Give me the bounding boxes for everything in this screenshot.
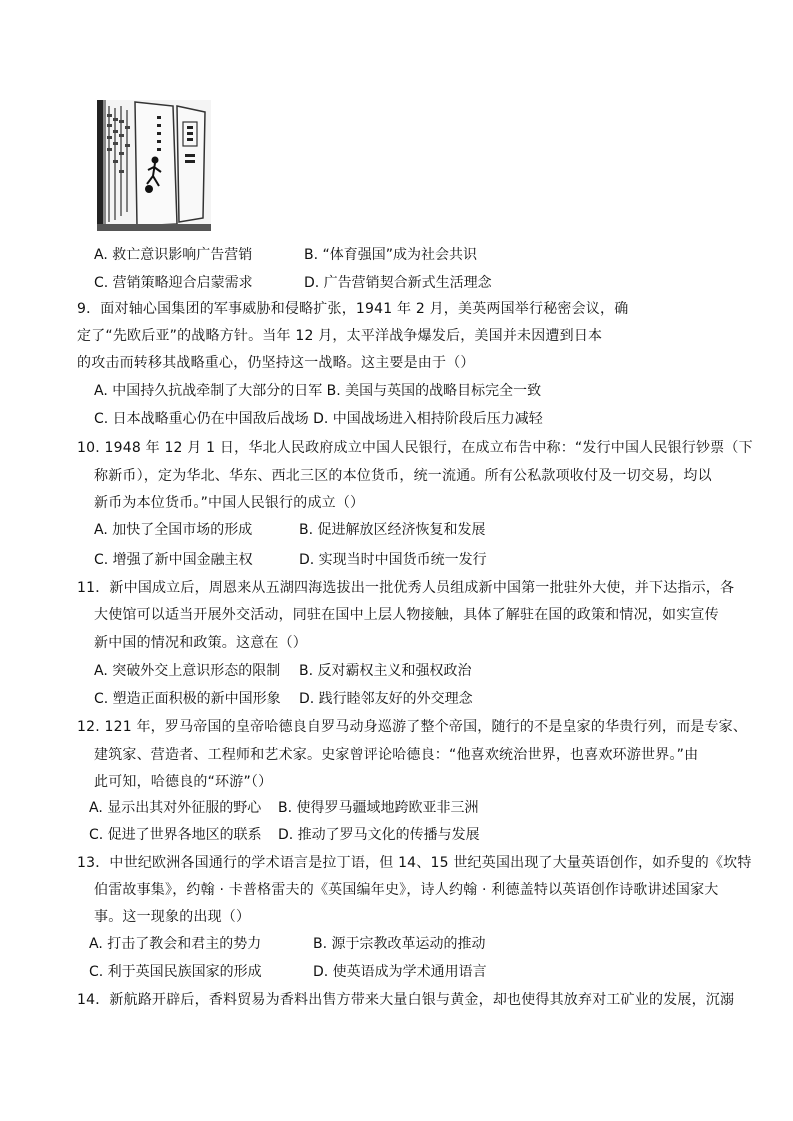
q9-stem-line1: 9．面对轴心国集团的军事威胁和侵略扩张，1941 年 2 月，美英两国举行秘密会议，确 — [77, 301, 629, 317]
q10-stem-line2: 称新币），定为华北、华东、西北三区的本位货币，统一流通。所有公私款项收付及一切交易，均以 — [94, 468, 712, 484]
q10-option-d: D. 实现当时中国货币统一发行 — [299, 552, 487, 568]
q8-option-c: C. 营销策略迎合启蒙需求 — [94, 275, 253, 291]
newspaper-ad-image — [97, 100, 211, 231]
q10-option-b: B. 促进解放区经济恢复和发展 — [299, 522, 486, 538]
q11-option-a: A. 突破外交上意识形态的限制 — [94, 663, 281, 679]
q12-stem-line1: 12. 121 年，罗马帝国的皇帝哈德良自罗马动身巡游了整个帝国，随行的不是皇家的华贵行列，而是专家、 — [77, 719, 748, 735]
q13-option-a: A. 打击了教会和君主的势力 — [89, 936, 262, 952]
q9-stem-line3: 的攻击而转移其战略重心，仍坚持这一战略。这主要是由于（） — [77, 355, 475, 371]
q12-option-c: C. 促进了世界各地区的联系 — [89, 827, 262, 843]
q11-stem-line3: 新中国的情况和政策。这意在（） — [94, 635, 307, 651]
q13-option-c: C. 利于英国民族国家的形成 — [89, 964, 262, 980]
q12-option-b: B. 使得罗马疆域地跨欧亚非三洲 — [278, 800, 479, 816]
q13-stem-line3: 事。这一现象的出现（） — [94, 909, 251, 925]
q8-option-a: A. 救亡意识影响广告营销 — [94, 247, 253, 263]
q11-option-c: C. 塑造正面积极的新中国形象 — [94, 691, 281, 707]
q10-option-c: C. 增强了新中国金融主权 — [94, 552, 253, 568]
q9-stem-line2: 定了“先欧后亚”的战略方针。当年 12 月，太平洋战争爆发后，美国并未因遭到日本 — [77, 328, 603, 344]
q11-stem-line2: 大使馆可以适当开展外交活动，同驻在国中上层人物接触，具体了解驻在国的政策和情况，如实宣传 — [94, 607, 719, 623]
q14-stem-line1: 14．新航路开辟后，香料贸易为香料出售方带来大量白银与黄金，却也使得其放弃对工矿业的发展，沉溺 — [77, 992, 735, 1008]
q9-options-ab: A. 中国持久抗战牵制了大部分的日军 B. 美国与英国的战略目标完全一致 — [94, 383, 542, 399]
q13-option-d: D. 使英语成为学术通用语言 — [313, 964, 487, 980]
q8-option-b: B. “体育强国”成为社会共识 — [304, 247, 478, 263]
q10-stem-line1: 10. 1948 年 12 月 1 日，华北人民政府成立中国人民银行，在成立布告中称：“发行中国人民银行钞票（下 — [77, 440, 753, 456]
q9-options-cd: C. 日本战略重心仍在中国敌后战场 D. 中国战场进入相持阶段后压力减轻 — [94, 411, 543, 427]
q11-option-b: B. 反对霸权主义和强权政治 — [299, 663, 472, 679]
q10-stem-line3: 新币为本位货币。”中国人民银行的成立（） — [94, 495, 365, 511]
q12-stem-line2: 建筑家、营造者、工程师和艺术家。史家曾评论哈德良：“他喜欢统治世界，也喜欢环游世界。”由 — [94, 747, 699, 763]
q12-option-a: A. 显示出其对外征服的野心 — [89, 800, 262, 816]
advertisement-photo — [97, 100, 211, 231]
q11-option-d: D. 践行睦邻友好的外交理念 — [299, 691, 473, 707]
q13-stem-line1: 13．中世纪欧洲各国通行的学术语言是拉丁语，但 14、15 世纪英国出现了大量英语创作，如乔叟的《坎特 — [77, 855, 752, 871]
q13-option-b: B. 源于宗教改革运动的推动 — [313, 936, 486, 952]
q8-option-d: D. 广告营销契合新式生活理念 — [304, 275, 492, 291]
q12-option-d: D. 推动了罗马文化的传播与发展 — [278, 827, 480, 843]
q13-stem-line2: 伯雷故事集》，约翰 · 卡普格雷夫的《英国编年史》，诗人约翰 · 利德盖特以英语创作诗歌讲述国家大 — [94, 882, 719, 898]
q10-option-a: A. 加快了全国市场的形成 — [94, 522, 253, 538]
q11-stem-line1: 11．新中国成立后，周恩来从五湖四海选拔出一批优秀人员组成新中国第一批驻外大使，并下达指示，各 — [77, 580, 735, 596]
q12-stem-line3: 此可知，哈德良的“环游”（） — [94, 774, 273, 790]
